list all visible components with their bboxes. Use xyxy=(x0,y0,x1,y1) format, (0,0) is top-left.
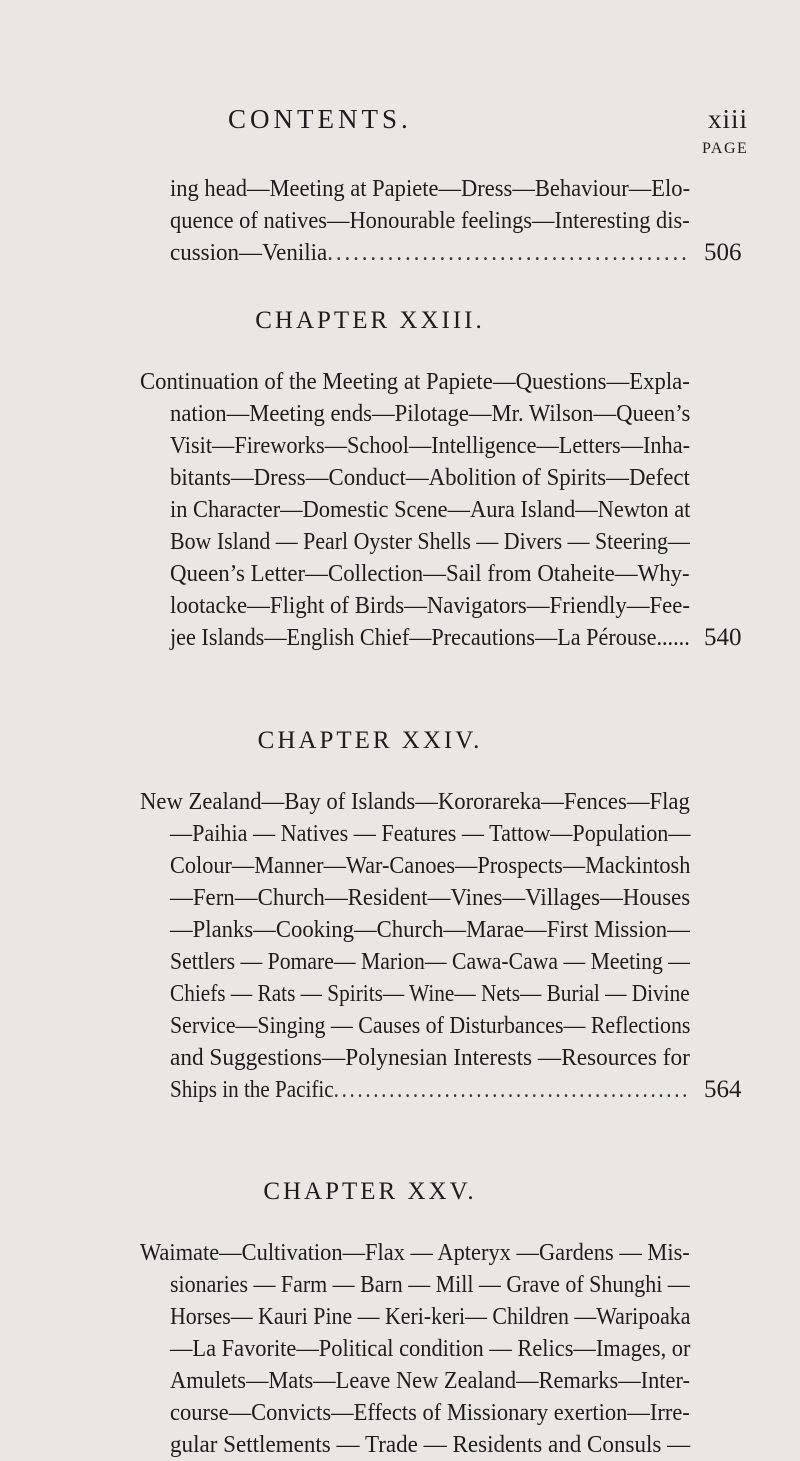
toc-line: Settlers — Pomare— Marion— Cawa-Cawa — Meeting — xyxy=(170,949,690,975)
page-number: 540 xyxy=(704,624,742,651)
running-title: CONTENTS. xyxy=(228,104,412,134)
dot-leader: ............................................. xyxy=(333,1077,691,1103)
toc-line: sionaries — Farm — Barn — Mill — Grave of Shunghi — xyxy=(170,1272,690,1298)
toc-line: —Paihia — Natives — Features — Tattow—Population— xyxy=(170,821,691,847)
dot-leader: .......................................... xyxy=(327,240,690,266)
toc-line: —Fern—Church—Resident—Vines—Villages—Houses xyxy=(170,885,691,911)
toc-line: Visit—Fireworks—School—Intelligence—Letters—Inha- xyxy=(170,433,691,459)
toc-line: Amulets—Mats—Leave New Zealand—Remarks—Inter- xyxy=(170,1368,690,1394)
page-column-label: PAGE xyxy=(702,140,749,157)
toc-line: bitants—Dress—Conduct—Abolition of Spirits—Defect xyxy=(170,465,690,491)
toc-line: in Character—Domestic Scene—Aura Island—Newton at xyxy=(170,497,691,523)
toc-line: course—Convicts—Effects of Missionary exertion—Irre- xyxy=(170,1400,690,1426)
toc-line-text: cussion—Venilia xyxy=(170,240,328,266)
chapter-heading xyxy=(0,1178,800,1206)
toc-line: New Zealand—Bay of Islands—Kororareka—Fences—Flag xyxy=(140,789,690,815)
toc-line: Service—Singing — Causes of Disturbances— Reflections xyxy=(170,1013,691,1039)
chapter-heading-text: CHAPTER XXIV. xyxy=(257,727,483,754)
toc-line: jee Islands—English Chief—Precautions—La Pérouse...... xyxy=(170,625,690,651)
toc-line: —La Favorite—Political condition — Relics—Images, or xyxy=(170,1336,691,1362)
toc-line: gular Settlements — Trade — Residents and Consuls — xyxy=(170,1432,691,1458)
toc-line: Chiefs — Rats — Spirits— Wine— Nets— Burial — Divine xyxy=(170,981,690,1007)
chapter-heading-text: CHAPTER XXIII. xyxy=(255,307,485,334)
toc-line: Waimate—Cultivation—Flax — Apteryx —Gardens — Mis- xyxy=(140,1240,690,1266)
toc-line: —Planks—Cooking—Church—Marae—First Mission— xyxy=(170,917,690,943)
toc-line: ing head—Meeting at Papiete—Dress—Behaviour—Elo- xyxy=(170,176,691,202)
toc-line: lootacke—Flight of Birds—Navigators—Friendly—Fee- xyxy=(170,593,690,619)
page-number: 506 xyxy=(704,239,742,266)
toc-line: Colour—Manner—War-Canoes—Prospects—Mackintosh xyxy=(170,853,691,879)
toc-line xyxy=(170,1074,691,1106)
toc-line: Bow Island — Pearl Oyster Shells — Divers — Steering— xyxy=(170,529,690,555)
chapter-heading xyxy=(0,307,800,335)
chapter-heading xyxy=(0,727,800,755)
toc-line-text: Ships in the Pacific xyxy=(170,1077,334,1103)
toc-line: and Suggestions—Polynesian Interests —Resources for xyxy=(170,1045,690,1071)
folio-page-number: xiii xyxy=(708,104,749,134)
toc-line: quence of natives—Honourable feelings—Interesting dis- xyxy=(170,208,690,234)
toc-line: Queen’s Letter—Collection—Sail from Otaheite—Why- xyxy=(170,561,690,587)
toc-line: Horses— Kauri Pine — Keri-keri— Children —Waripoaka xyxy=(170,1304,691,1330)
page-number: 564 xyxy=(704,1076,742,1103)
chapter-heading-text: CHAPTER XXV. xyxy=(263,1178,477,1205)
toc-line: Continuation of the Meeting at Papiete—Questions—Expla- xyxy=(140,369,690,395)
toc-line xyxy=(170,237,690,269)
toc-line: nation—Meeting ends—Pilotage—Mr. Wilson—Queen’s xyxy=(170,401,691,427)
running-head xyxy=(0,104,800,144)
